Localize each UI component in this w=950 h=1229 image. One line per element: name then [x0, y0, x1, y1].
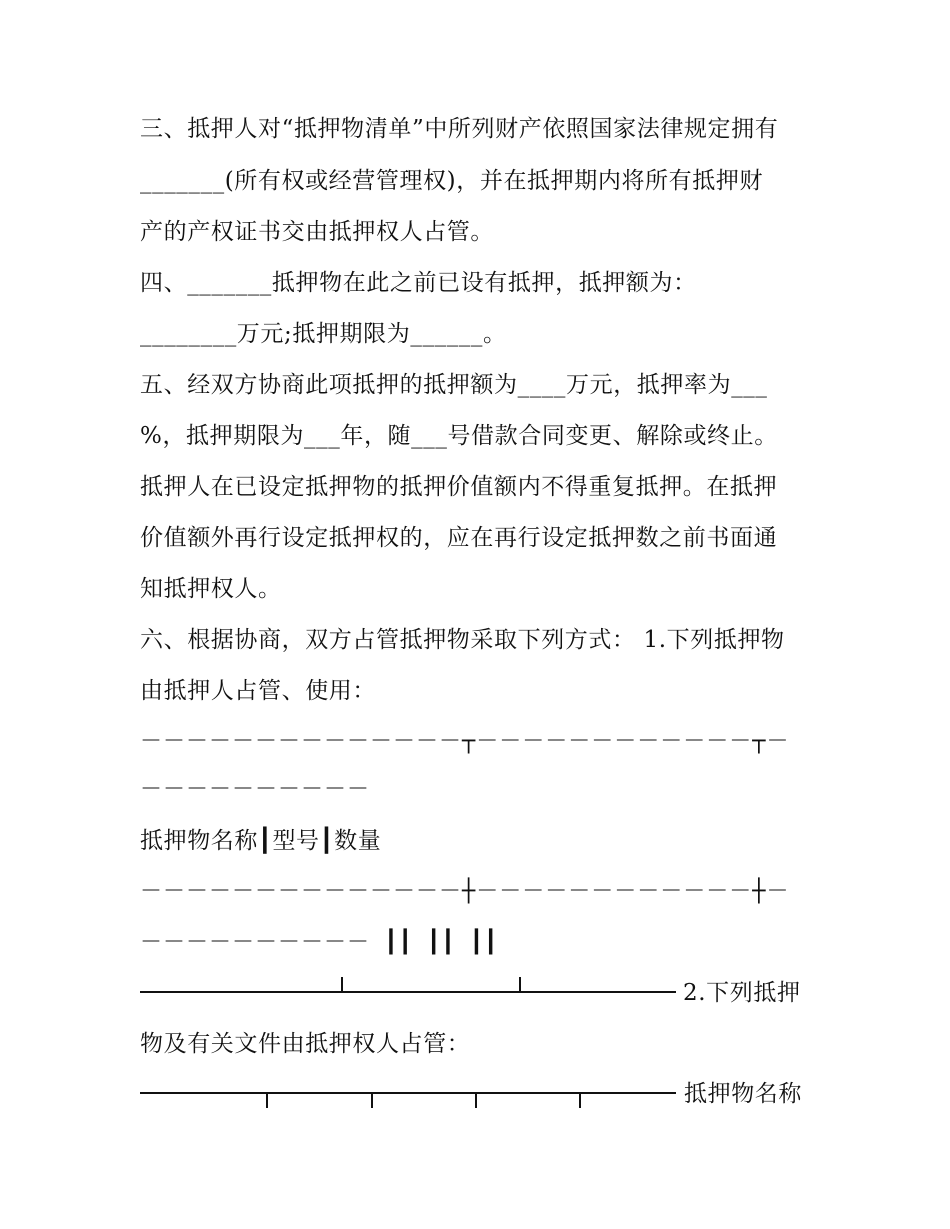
clause-five-line-1: 五、经双方协商此项抵押的抵押额为____万元，抵押率为___: [140, 372, 768, 398]
item-two-line: 物及有关文件由抵押权人占管：: [140, 1031, 471, 1057]
table2-top-rule: [140, 1092, 676, 1094]
table2-col-header: 抵押物名称: [684, 1081, 802, 1107]
table1-header: 抵押物名称┃型号┃数量: [140, 828, 382, 854]
table1-mid-border-a: －－－－－－－－－－－－－－┼－－－－－－－－－－－－┼－: [140, 879, 790, 904]
table1-bottom-rule: [140, 991, 676, 993]
table2-top-tick: [266, 1094, 268, 1108]
table1-bottom-tick: [519, 977, 521, 991]
clause-three-line-3: 产的产权证书交由抵押权人占管。: [140, 219, 494, 245]
clause-three-line-1: 三、抵押人对“抵押物清单”中所列财产依照国家法律规定拥有: [140, 116, 779, 142]
table2-top-tick: [579, 1094, 581, 1108]
clause-three-line-2: _______(所有权或经营管理权)，并在抵押期内将所有抵押财: [140, 168, 764, 194]
table1-top-border-a: －－－－－－－－－－－－－－┬－－－－－－－－－－－－┬－: [140, 729, 790, 754]
clause-five-line-5: 知抵押权人。: [140, 576, 282, 602]
clause-four-line-2: ________万元;抵押期限为______。: [140, 321, 507, 347]
clause-five-line-3: 抵押人在已设定抵押物的抵押价值额内不得重复抵押。在抵押: [140, 474, 778, 500]
clause-six-line-2: 由抵押人占管、使用：: [140, 678, 376, 704]
table1-mid-border-b: －－－－－－－－－－ ┃┃ ┃┃ ┃┃: [140, 930, 499, 955]
clause-four-line-1: 四、_______抵押物在此之前已设有抵押，抵押额为：: [140, 270, 697, 296]
table1-bottom-tick: [341, 977, 343, 991]
clause-five-line-2: %，抵押期限为___年，随___号借款合同变更、解除或终止。: [140, 423, 778, 449]
item-two-heading: 2.下列抵押: [683, 980, 801, 1006]
clause-six-line-1: 六、根据协商，双方占管抵押物采取下列方式： 1.下列抵押物: [140, 627, 785, 653]
table2-top-tick: [475, 1094, 477, 1108]
clause-five-line-4: 价值额外再行设定抵押权的，应在再行设定抵押数之前书面通: [140, 525, 778, 551]
table1-top-border-b: －－－－－－－－－－: [140, 777, 371, 802]
table2-top-tick: [371, 1094, 373, 1108]
